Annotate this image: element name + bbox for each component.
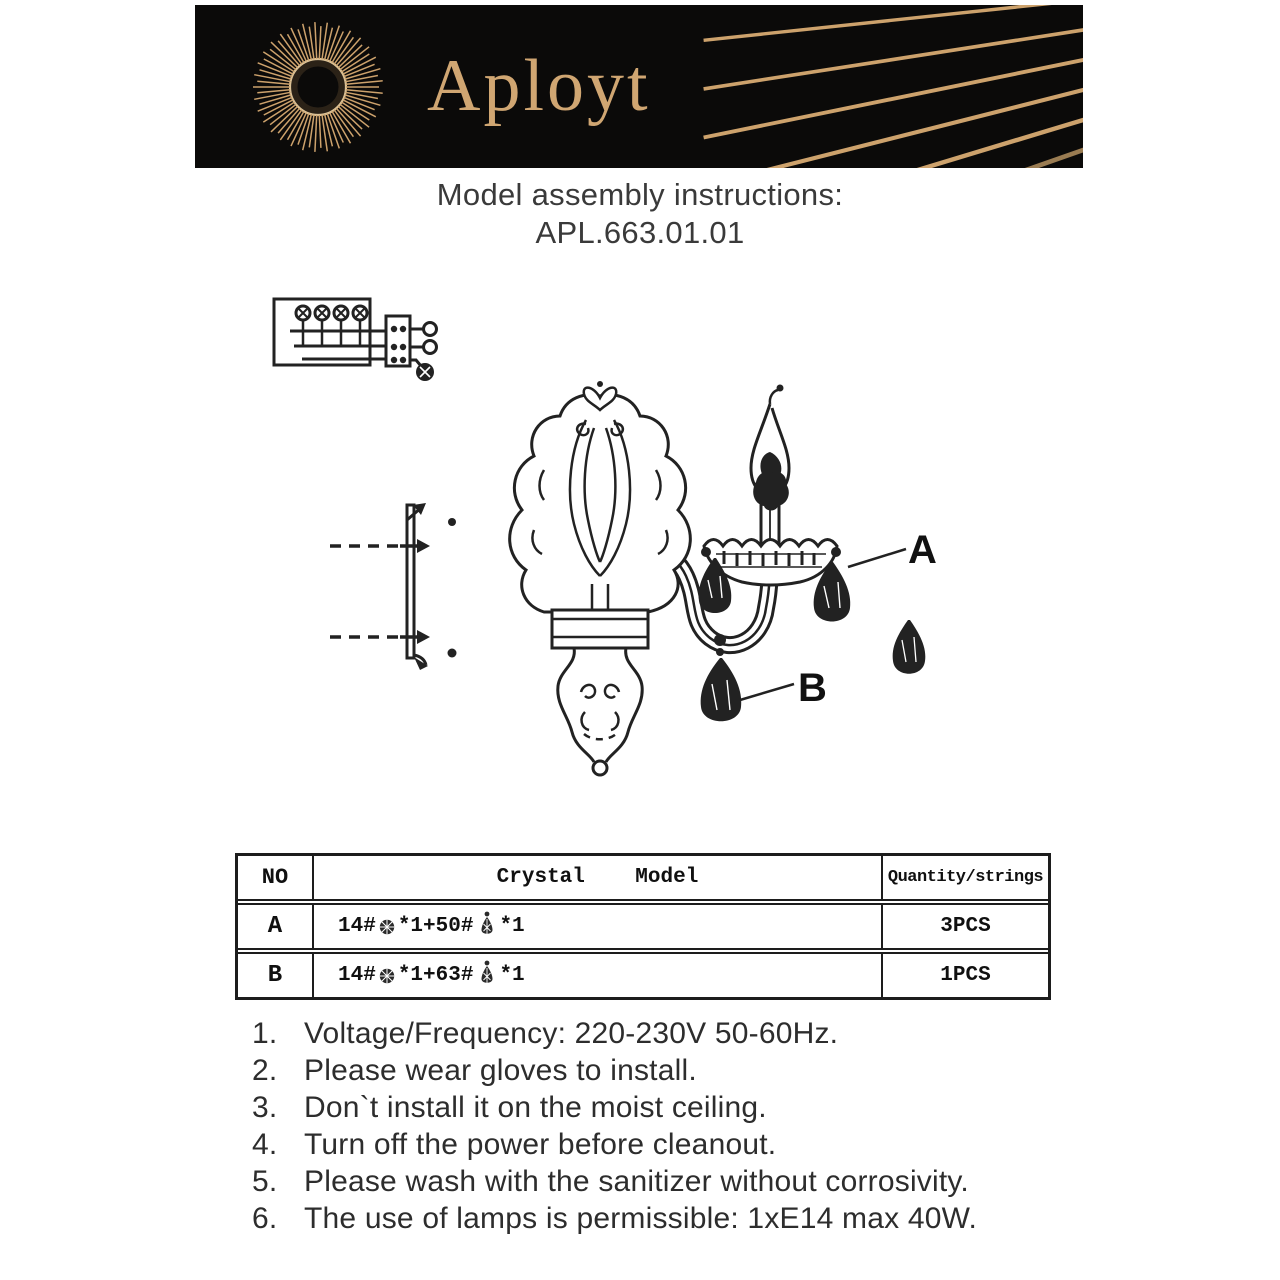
model-text: *1+63# bbox=[397, 964, 474, 987]
item-number: 5. bbox=[252, 1165, 278, 1198]
list-item bbox=[252, 1092, 1102, 1123]
list-item bbox=[252, 1203, 1102, 1234]
table-header-row bbox=[238, 856, 1048, 899]
wiring-diagram bbox=[274, 299, 437, 380]
candle-assembly bbox=[699, 385, 851, 622]
item-text: The use of lamps is permissible: 1xE14 max 40W. bbox=[304, 1202, 978, 1235]
model-number: APL.663.01.01 bbox=[535, 215, 745, 250]
model-text: 14# bbox=[338, 915, 376, 938]
instructions-list bbox=[252, 1018, 1102, 1240]
item-text: Don`t install it on the moist ceiling. bbox=[304, 1091, 767, 1124]
model-text: *1 bbox=[499, 964, 525, 987]
header-quantity: Quantity/strings bbox=[881, 856, 1048, 899]
label-a-leader bbox=[848, 549, 906, 567]
brand-banner bbox=[195, 5, 1083, 168]
header-model: Crystal Model bbox=[312, 856, 881, 899]
brand-text: Aployt bbox=[427, 45, 651, 127]
assembly-diagram bbox=[250, 280, 960, 810]
model-text: 14# bbox=[338, 964, 376, 987]
row-b-quantity: 1PCS bbox=[881, 954, 1048, 997]
sconce-backplate bbox=[510, 381, 691, 775]
row-a-quantity: 3PCS bbox=[881, 905, 1048, 948]
round-crystal-icon bbox=[378, 967, 396, 985]
candle-socket bbox=[753, 472, 789, 511]
list-item bbox=[252, 1166, 1102, 1197]
terminal-block-contacts bbox=[391, 326, 406, 363]
item-number: 3. bbox=[252, 1091, 278, 1124]
label-b: B bbox=[798, 666, 827, 710]
screw-terminal-icons bbox=[296, 306, 367, 345]
round-crystal-icon bbox=[378, 918, 396, 936]
table-row bbox=[238, 948, 1048, 997]
banner-graphic bbox=[195, 5, 1083, 168]
title-block bbox=[0, 176, 1280, 252]
item-number: 6. bbox=[252, 1202, 278, 1235]
teardrop-crystal-icon bbox=[479, 911, 495, 937]
item-number: 4. bbox=[252, 1128, 278, 1161]
model-text: *1 bbox=[499, 915, 525, 938]
wall-bracket bbox=[330, 503, 457, 670]
spare-crystal bbox=[893, 620, 926, 674]
page-title: Model assembly instructions: bbox=[436, 177, 844, 212]
list-item bbox=[252, 1018, 1102, 1049]
item-text: Please wash with the sanitizer without corrosivity. bbox=[304, 1165, 969, 1198]
row-a-no: A bbox=[267, 913, 283, 940]
row-b-model bbox=[312, 954, 881, 997]
list-item bbox=[252, 1055, 1102, 1086]
label-b-leader bbox=[740, 684, 794, 700]
teardrop-crystal-icon bbox=[479, 960, 495, 986]
item-number: 2. bbox=[252, 1054, 278, 1087]
parts-table bbox=[235, 853, 1051, 1000]
row-a-model bbox=[312, 905, 881, 948]
item-text: Turn off the power before cleanout. bbox=[304, 1128, 777, 1161]
list-item bbox=[252, 1129, 1102, 1160]
header-no: NO bbox=[261, 865, 289, 890]
backplate-finial bbox=[558, 648, 642, 775]
label-a: A bbox=[908, 528, 937, 572]
table-row bbox=[238, 899, 1048, 948]
row-b-no: B bbox=[267, 962, 283, 989]
backplate-collar bbox=[552, 610, 648, 648]
item-text: Voltage/Frequency: 220-230V 50-60Hz. bbox=[304, 1017, 839, 1050]
item-number: 1. bbox=[252, 1017, 278, 1050]
model-text: *1+50# bbox=[397, 915, 474, 938]
item-text: Please wear gloves to install. bbox=[304, 1054, 697, 1087]
